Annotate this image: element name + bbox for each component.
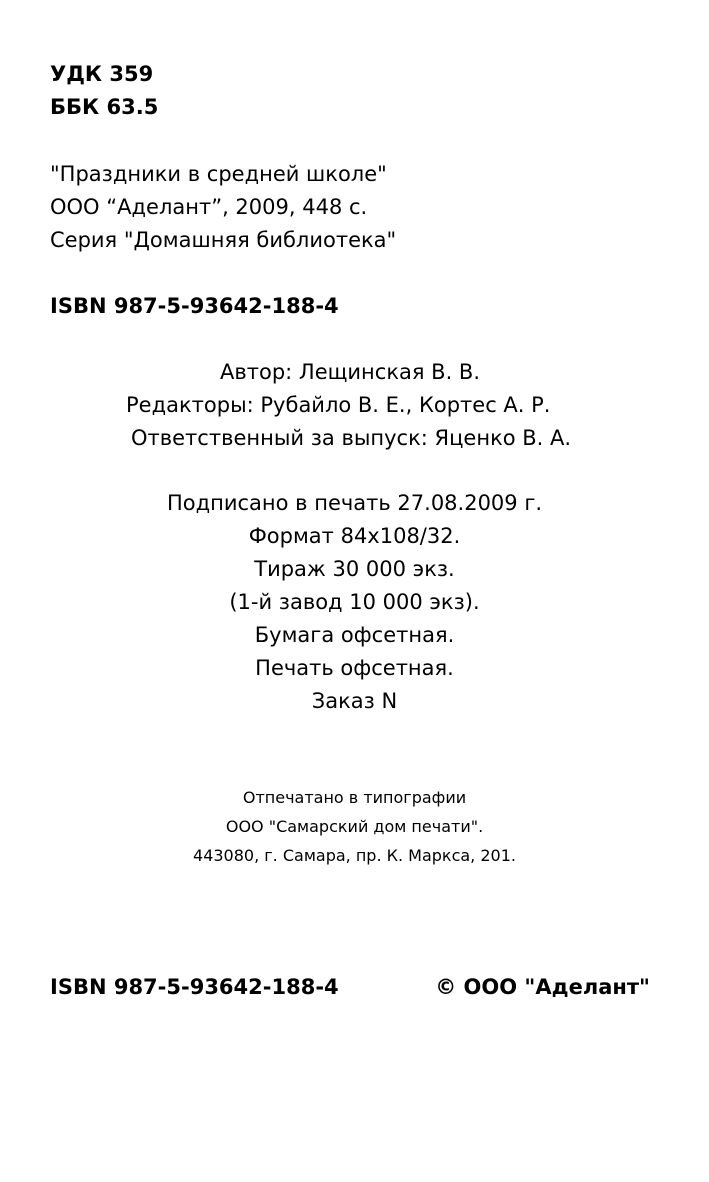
responsible-line: Ответственный за выпуск: Яценко В. А. bbox=[131, 426, 572, 450]
copyright-line: © ООО "Аделант" bbox=[435, 975, 650, 999]
printer-line-2: ООО "Самарский дом печати". bbox=[225, 817, 484, 836]
printer-line-1: Отпечатано в типографии bbox=[242, 788, 467, 807]
format-line: Формат 84x108/32. bbox=[248, 524, 461, 548]
printer-address: 443080, г. Самара, пр. К. Маркса, 201. bbox=[193, 846, 516, 865]
editors-line: Редакторы: Рубайло В. Е., Кортес А. Р. bbox=[126, 393, 551, 417]
isbn-bottom: ISBN 987-5-93642-188-4 bbox=[50, 975, 339, 999]
author-line: Автор: Лещинская В. В. bbox=[220, 360, 481, 384]
signed-date: Подписано в печать 27.08.2009 г. bbox=[166, 491, 543, 515]
circulation-line: Тираж 30 000 экз. bbox=[254, 557, 455, 581]
udk-code: УДК 359 bbox=[50, 62, 154, 86]
first-run-line: (1-й завод 10 000 экз). bbox=[229, 590, 480, 614]
bbk-code: ББК 63.5 bbox=[50, 95, 159, 119]
publisher-line: ООО “Аделант”, 2009, 448 с. bbox=[50, 195, 368, 219]
series-line: Серия "Домашняя библиотека" bbox=[50, 228, 397, 252]
book-title: "Праздники в средней школе" bbox=[50, 162, 387, 186]
printing-line: Печать офсетная. bbox=[255, 656, 454, 680]
paper-line: Бумага офсетная. bbox=[254, 623, 455, 647]
order-line: Заказ N bbox=[311, 689, 398, 713]
isbn-top: ISBN 987-5-93642-188-4 bbox=[50, 294, 339, 318]
